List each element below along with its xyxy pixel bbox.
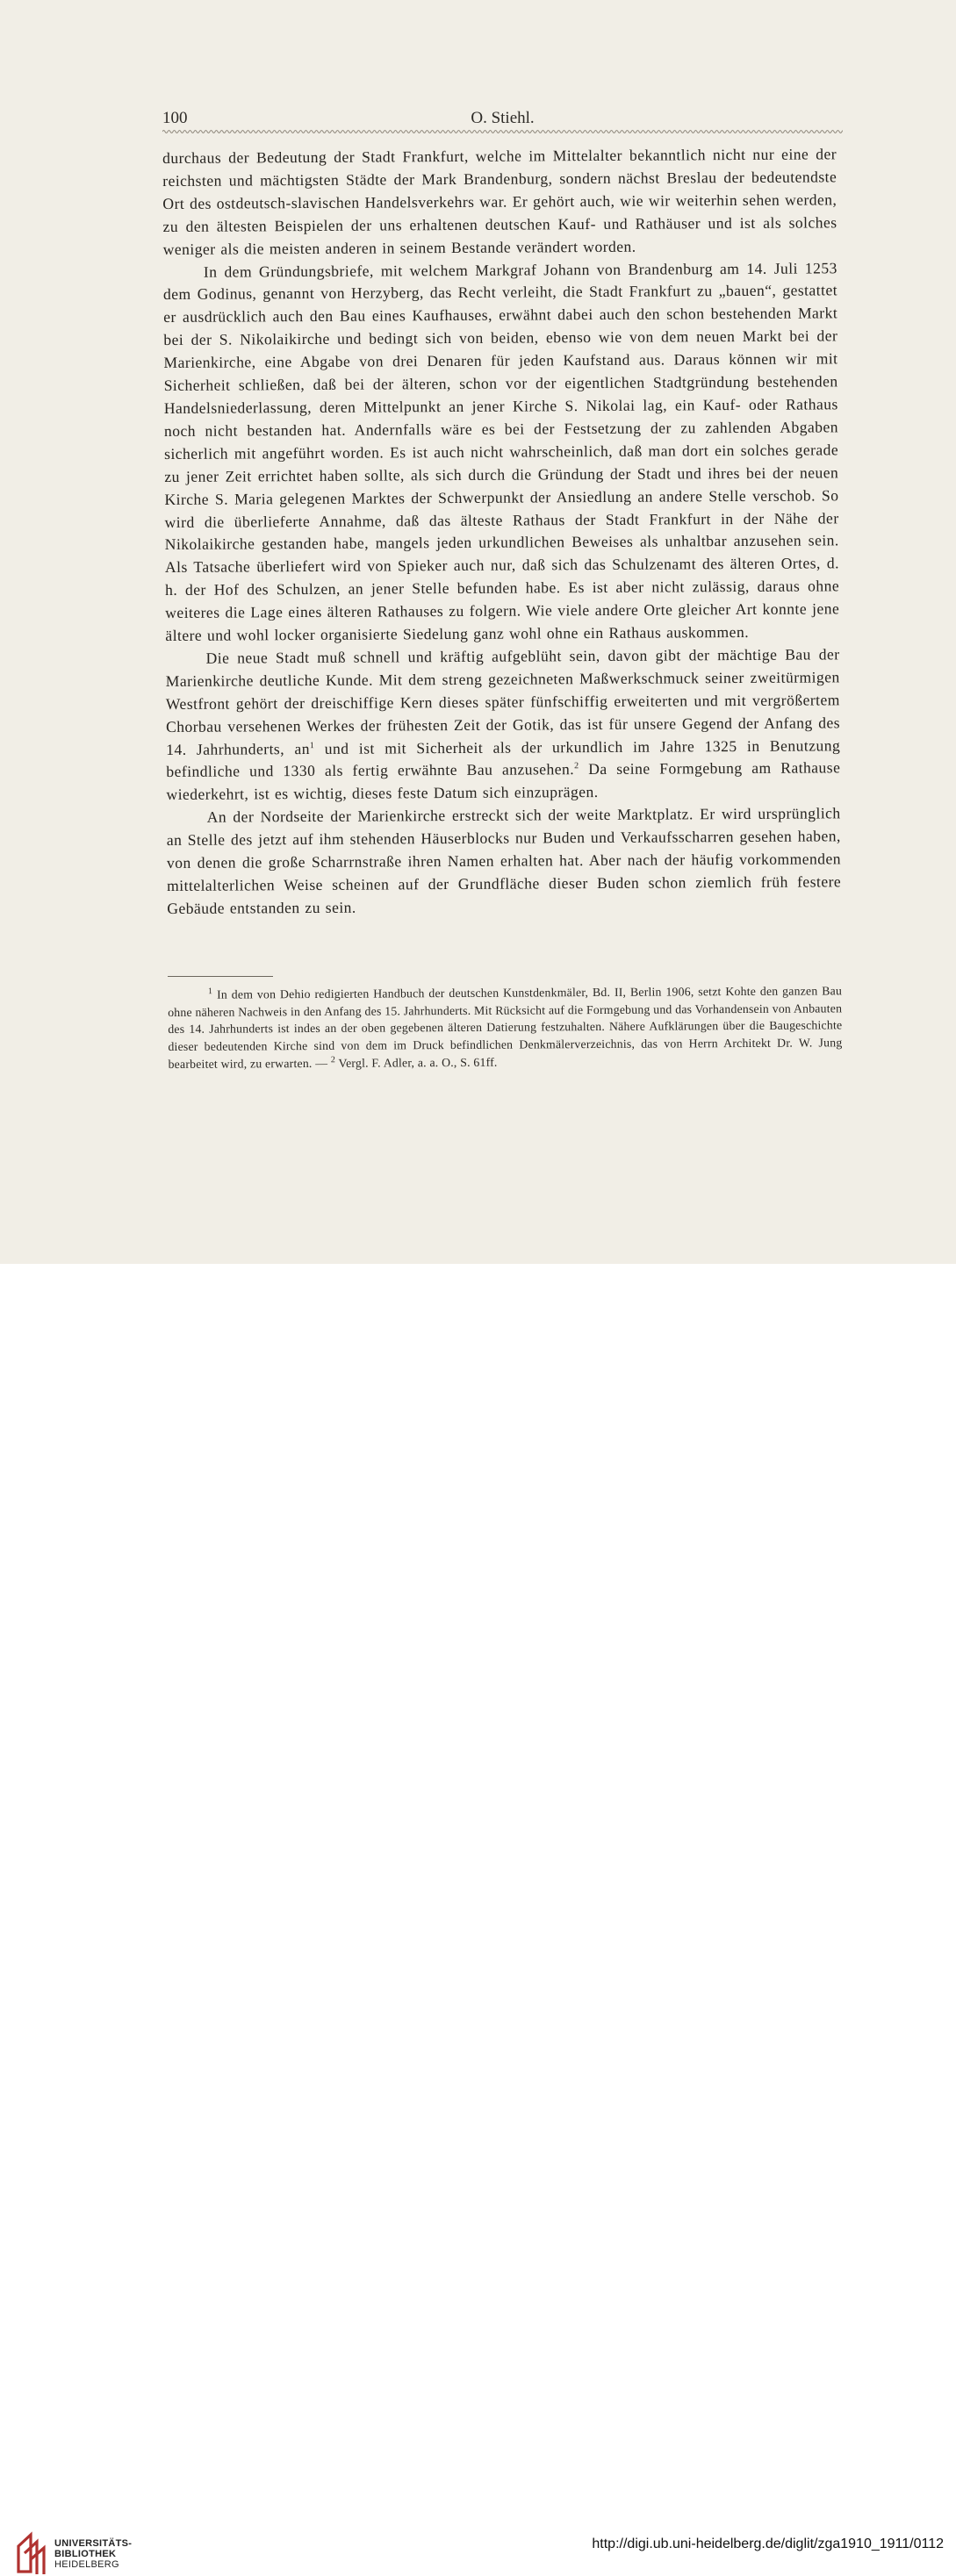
footnotes: [168, 982, 843, 1073]
paragraph-4: An der Nordseite der Marienkirche erstreckt sich der weite Marktplatz. Er wird ursprünglich an Stelle des jetzt auf ihm stehenden Häuserblocks nur Buden und Verkaufsscharren gesehen haben, von denen die große Scharrnstraße ihren Namen erhalten hat. Aber nach der häufig vorkommenden mittelalterlichen Weise scheinen auf der Grundfläche dieser Buden schon ziemlich früh festere Gebäude entstanden zu sein.: [166, 804, 842, 917]
library-name-line-3: HEIDELBERG: [54, 2559, 119, 2570]
footnote-2-text: Vergl. F. Adler, a. a. O., S. 61ff.: [334, 1055, 498, 1070]
permalink-url[interactable]: http://digi.ub.uni-heidelberg.de/diglit/zga1910_1911/0112: [592, 2537, 944, 2551]
paragraph-2: In dem Gründungsbriefe, mit welchem Markgraf Johann von Brandenburg am 14. Juli 1253 dem Godinus, genannt von Herzyberg, das Recht verleiht, die Stadt Frankfurt zu „bauen“, gestattet er ausdrücklich auch den Bau eines Kaufhauses, erwähnt dabei auch den schon bestehenden Markt bei der S. Nikolaikirche und bedingt sich von beiden, ebenso wie von dem neuen Markt bei der Marienkirche, eine Abgabe von drei Denaren für jeden Kaufstand aus. Daraus können wir mit Sicherheit schließen, daß bei der älteren, schon vor der eigentlichen Stadtgründung bestehenden Handelsniederlassung, deren Mittelpunkt an jener Kirche S. Nikolai lag, ein Kauf- oder Rathaus noch nicht bestanden hat. Andernfalls wäre es bei der Festsetzung der zu zahlenden Abgaben sicherlich mit angeführt worden. Es ist auch nicht wahrscheinlich, daß man dort ein solches gerade zu jener Zeit errichtet haben sollte, als sich durch die Gründung der Stadt und ihres bei der neuen Kirche S. Maria gelegenen Marktes der Schwerpunkt der Ansiedlung an andere Stelle verschob. So wird die überlieferte Annahme, daß das älteste Rathaus der Stadt Frankfurt in der Nähe der Nikolaikirche gestanden habe, mangels jeden urkundlichen Beweises als unhaltbar anzusehen sein. Als Tatsache überliefert wird von Spieker auch nur, daß sich das Schulzenamt des älteren Ortes, d. h. der Hof des Schulzen, an jener Stelle befunden habe. Es ist aber nicht zulässig, daraus ohne weiteres die Lage eines älteren Rathauses zu folgern. Wie viele andere Orte gleicher Art konnte jene ältere und wohl locker organisierte Siedelung ganz wohl ohne ein Rathaus auskommen.: [162, 258, 840, 645]
scanned-page: [0, 0, 956, 1264]
paragraph-3: [165, 643, 840, 807]
paragraph-1: durchaus der Bedeutung der Stadt Frankfurt, welche im Mittelalter bekanntlich nicht nur eine der reichsten und mächtigsten Städte der Mark Brandenburg, sondern nächst Breslau der bedeutendste Ort des ostdeutsch-slavischen Handelsverkehrs war. Er gehört auch, wie wir weiterhin sehen werden, zu den ältesten Beispielen der uns erhaltenen deutschen Kauf- und Rathäuser und ist als solches weniger als die meisten anderen in seinem Bestande verändert worden.: [162, 145, 837, 258]
footer-bar: [0, 1264, 956, 2570]
main-text: [162, 143, 841, 920]
library-name-line-2: BIBLIOTHEK: [54, 2549, 117, 2559]
footnote-ref-1[interactable]: 1: [309, 740, 315, 750]
paragraph-3-text-a: Die neue Stadt muß schnell und kräftig aufgeblüht sein, davon gibt der mächtige Bau der Marienkirche deutliche Kunde. Mit dem streng gezeichneten Maßwerkschmuck seiner zweitürmigen Westfront gehört der dreischiffige Kern dieses später fünfschiffig erweiterten und mit vergrößertem Chorbau versehenen Werkes der frühesten Zeit der Gotik, das ist für unsere Gegend der Anfang des 14. Jahrhunderts, an: [165, 645, 841, 758]
footnote-mark-2: 2: [330, 1055, 336, 1066]
footnote-ref-2[interactable]: 2: [574, 761, 579, 771]
footnote-separator: [168, 976, 273, 977]
footnote-1-text: In dem von Dehio redigierten Handbuch der deutschen Kunstdenkmäler, Bd. II, Berlin 1906, setzt Kohte den ganzen Bau ohne näheren Nachweis in den Anfang des 15. Jahrhunderts. Mit Rücksicht auf die Formgebung und das Vorhandensein von Anbauten des 14. Jahrhunderts ist indes an der oben gegebenen älteren Datierung festzuhalten. Nähere Aufklärungen über die Baugeschichte dieser bedeutenden Kirche sind von dem im Druck befindlichen Denkmälerverzeichnis, das von Herrn Architekt Dr. W. Jung bearbeitet wird, zu erwarten. —: [168, 984, 843, 1071]
running-head: O. Stiehl.: [471, 109, 535, 127]
paragraph-3-text-b: und ist mit Sicherheit als der urkundlich im Jahre 1325 in Benutzung befindliche und 1330 als fertig erwähnte Bau anzusehen.: [166, 735, 841, 781]
footnote-mark-1: 1: [208, 987, 213, 997]
library-name-line-1: UNIVERSITÄTS-: [54, 2538, 133, 2549]
page-number: 100: [162, 109, 188, 127]
wavy-header-rule: [162, 127, 843, 136]
library-logo-icon[interactable]: [16, 2530, 47, 2576]
paragraph-3-text-c: Da seine Formgebung am Rathause wiederkehrt, ist es wichtig, dieses feste Datum sich einzuprägen.: [166, 758, 841, 804]
library-name[interactable]: [54, 2538, 132, 2570]
footnote-text: [168, 982, 843, 1073]
